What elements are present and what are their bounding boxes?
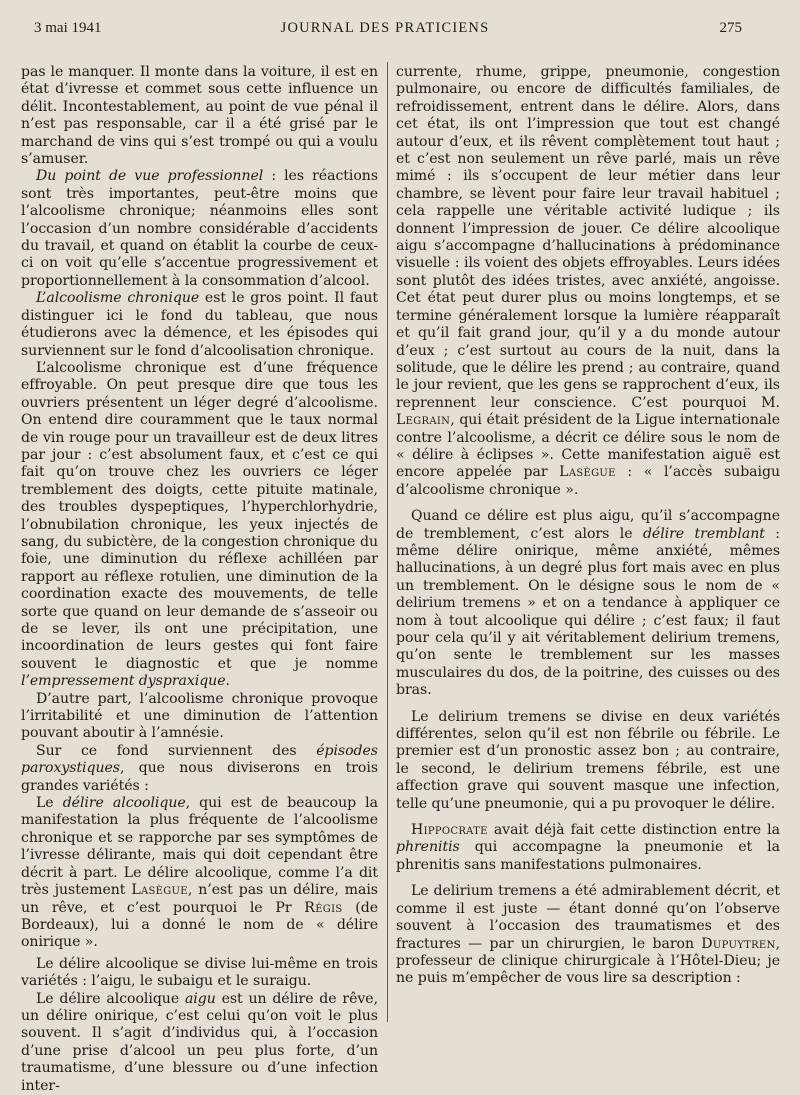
paragraph: Du point de vue professionnel : les réactions sont très importantes, peut-être moins que l’alcoolisme chronique; néanmoins elles sont l’occasion d’un nombre considérable d’accidents du travail, et quand on établit la courbe de ceux-ci on voit qu’elle s’accentue progressivement et proportionnellement à la consommation d’alcool. bbox=[21, 168, 379, 289]
issue-date: 3 mai 1941 bbox=[34, 20, 102, 36]
page-number: 275 bbox=[719, 20, 742, 36]
journal-title: JOURNAL DES PRATICIENS bbox=[280, 20, 490, 36]
paragraph: Le delirium tremens se divise en deux variétés différentes, selon qu’il est non fébrile ou fébrile. Le premier est d’un pronostic assez bon ; au contraire, le second, le delirium tremens fébrile, est une affection grave qui souvent masque une infection, telle qu’une pneumonie, qui a pu provoquer le délire. bbox=[396, 708, 780, 812]
paragraph: Sur ce fond surviennent des épisodes paroxystiques, que nous diviserons en trois grandes variétés : bbox=[21, 742, 378, 794]
paragraph: Le délire alcoolique se divise lui-même en trois variétés : l’aigu, le subaigu et le suraigu. bbox=[21, 955, 378, 990]
paragraph: L’alcoolisme chronique est le gros point. Il faut distinguer ici le fond du tableau, que nous étudierons avec la démence, et les épisodes qui surviennent sur le fond d’alcoolisation chronique. bbox=[21, 290, 378, 359]
paragraph: pas le manquer. Il monte dans la voiture, il est en état d’ivresse et commet sous cette influence un délit. Incontestablement, au point de vue pénal il n’est pas responsable, car il a été grisé par le marchand de vins qui s’est trompé ou qui a voulu s’amuser. bbox=[21, 64, 378, 168]
paragraph: currente, rhume, grippe, pneumonie, congestion pulmonaire, ou encore de difficultés familiales, de refroidissement, entrent dans le délire. Alors, dans cet état, ils ont l’impression que tout est changé autour d’eux, et ils rêvent complètement tout haut ; et c’est non seulement un rêve parlé, mais un rêve mimé : ils s’occupent de leur métier dans leur chambre, se lèvent pour faire leur travail habituel ; cela rappelle une véritable activité ludique ; ils donnent l’impression de jouer. Ce délire alcoolique aigu s’accompagne d’hallucinations à prédominance visuelle : ils voient des objets effroyables. Leurs idées sont plutôt des idées tristes, avec anxiété, angoisse. Cet état peut durer plus ou moins longtemps, et se termine généralement lorsque la lumière réapparaît et qu’il fait grand jour, qu’il y a du monde autour d’eux ; c’est surtout au cours de la nuit, dans la solitude, que le délire les prend ; au contraire, quand le jour revient, que les gens se rapprochent d’eux, ils reprennent leur conscience. C’est pourquoi M. Legrain, qui était président de la Ligue internationale contre l’alcoolisme, a décrit ce délire sous le nom de « délire à éclipses ». Cette manifestation aiguë est encore appelée par Lasègue : « l’accès subaigu d’alcoolisme chronique ». bbox=[396, 64, 780, 498]
paragraph: Le délire alcoolique, qui est de beaucoup la manifestation la plus fréquente de l’alcoolisme chronique et se rapporche par ses symptômes de l’ivresse délirante, mais qui doit cependant être décrit à part. Le délire alcoolique, comme l’a dit très justement Lasègue, n’est pas un délire, mais un rêve, et c’est pourquoi le Pr Régis (de Bordeaux), lui a donné le nom de « délire onirique ». bbox=[21, 795, 378, 951]
paragraph: Le delirium tremens a été admirablement décrit, et comme il est juste — étant donné qu’on l’observe souvent à l’occasion des traumatismes et des fractures — par un chirurgien, le baron Dupuytren, professeur de clinique chirurgicale à l’Hôtel-Dieu; je ne puis m’empêcher de vous lire sa description : bbox=[396, 883, 780, 987]
right-column bbox=[396, 64, 780, 988]
column-divider bbox=[387, 62, 388, 1022]
paragraph: Quand ce délire est plus aigu, qu’il s’accompagne de tremblement, c’est alors le délire tremblant : même délire onirique, même anxiété, mêmes hallucinations, à un degré plus fort mais avec en plus un tremblement. On le désigne sous le nom de « delirium tremens » et on a tendance à appliquer ce nom à tout alcoolique qui délire ; c’est faux; il faut pour cela qu’il y ait véritablement delirium tremens, qu’on sente le tremblement sur les masses musculaires du dos, de la poitrine, des cuisses ou des bras. bbox=[396, 508, 780, 699]
paragraph: Hippocrate avait déjà fait cette distinction entre la phrenitis qui accompagne la pneumonie et la phrenitis sans manifestations pulmonaires. bbox=[396, 822, 780, 873]
left-column bbox=[21, 64, 378, 1095]
paragraph: Le délire alcoolique aigu est un délire de rêve, un délire onirique, c’est celui qu’on voit le plus souvent. Il s’agit d’individus qui, à l’occasion d’une prise d’alcool un peu plus forte, d’un traumatisme, d’une blessure ou d’une infection inter- bbox=[21, 990, 378, 1094]
paragraph: D’autre part, l’alcoolisme chronique provoque l’irritabilité et une diminution de l’attention pouvant aboutir à l’amnésie. bbox=[21, 690, 378, 742]
paragraph: L’alcoolisme chronique est d’une fréquence effroyable. On peut presque dire que tous les ouvriers présentent un léger degré d’alcoolisme. On entend dire couramment que le taux normal de vin rouge pour un travailleur est de deux litres par jour : c’est absolument faux, et c’est ce qui fait qu’on trouve chez les ouvriers ce léger tremblement des doigts, cette pituite matinale, des troubles dyspeptiques, l’hyperchlorhydrie, l’obnubilation chronique, les yeux injectés de sang, du subictère, de la congestion chronique du foie, une diminution du réflexe achilléen par rapport au réflexe rotulien, une diminution de la coordination exacte des mouvements, de telle sorte que quand on leur demande de s’asseoir ou de se lever, ils ont une précipitation, une incoordination de leurs gestes qui font faire souvent le diagnostic et que je nomme l’empressement dyspraxique. bbox=[21, 359, 378, 690]
page-header bbox=[28, 12, 742, 42]
